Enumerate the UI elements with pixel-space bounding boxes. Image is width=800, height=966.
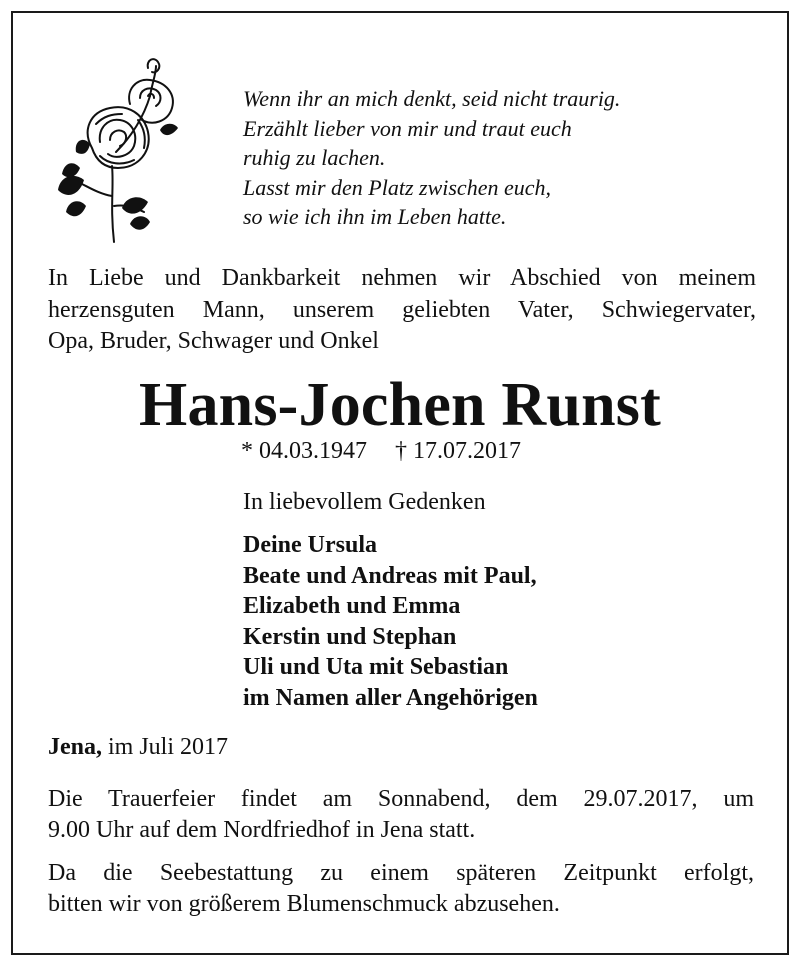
rose-icon <box>52 56 192 246</box>
place-date <box>48 732 228 762</box>
intro-paragraph <box>48 263 756 358</box>
family-list <box>243 530 538 713</box>
poem-line: Lasst mir den Platz zwischen euch, <box>243 174 551 200</box>
funeral-line: Die Trauerfeier findet am Sonnabend, dem 29.07.2017, um <box>48 786 754 812</box>
flowers-note <box>48 858 754 920</box>
poem <box>243 84 620 232</box>
intro-line: Opa, Bruder, Schwager und Onkel <box>48 328 379 354</box>
poem-line: Erzählt lieber von mir und traut euch <box>243 115 572 141</box>
funeral-info <box>48 784 754 846</box>
birth-date: * 04.03.1947 <box>241 438 367 464</box>
flowers-line: Da die Seebestattung zu einem späteren Zeitpunkt erfolgt, <box>48 860 754 886</box>
family-member: Kerstin und Stephan <box>243 623 457 650</box>
deceased-name: Hans-Jochen Runst <box>139 371 661 439</box>
intro-line: herzensguten Mann, unserem geliebten Vater, Schwiegervater, <box>48 296 756 323</box>
memorial-heading: In liebevollem Gedenken <box>243 489 486 515</box>
poem-line: so wie ich ihn im Leben hatte. <box>243 204 507 229</box>
place-month: im Juli 2017 <box>102 734 229 760</box>
family-member: im Namen aller Angehörigen <box>243 684 538 711</box>
poem-line: Wenn ihr an mich denkt, seid nicht traurig. <box>243 86 621 111</box>
funeral-line: 9.00 Uhr auf dem Nordfriedhof in Jena statt. <box>48 817 476 843</box>
life-dates <box>241 436 521 466</box>
family-member: Elizabeth und Emma <box>243 593 461 619</box>
death-date: † 17.07.2017 <box>395 438 521 464</box>
place-city: Jena, <box>48 734 102 760</box>
family-member: Beate und Andreas mit Paul, <box>243 562 537 589</box>
flowers-line: bitten wir von größerem Blumenschmuck abzusehen. <box>48 891 560 917</box>
family-member: Uli und Uta mit Sebastian <box>243 654 509 680</box>
intro-line: In Liebe und Dankbarkeit nehmen wir Abschied von meinem <box>48 265 756 291</box>
family-member: Deine Ursula <box>243 532 377 558</box>
poem-line: ruhig zu lachen. <box>243 145 386 170</box>
